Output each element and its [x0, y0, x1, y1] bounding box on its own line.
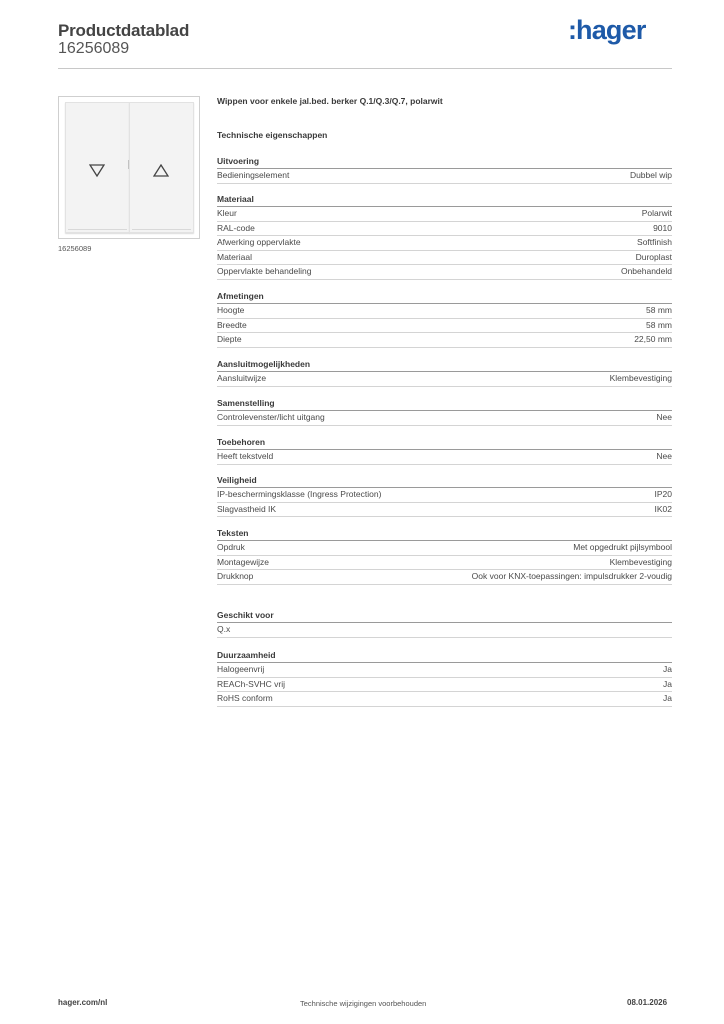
- spec-key: Halogeenvrij: [217, 664, 265, 674]
- arrow-up-icon: [153, 164, 169, 183]
- image-caption: 16256089: [58, 244, 92, 253]
- spec-key: Materiaal: [217, 251, 252, 262]
- spec-value: Duroplast: [635, 251, 672, 262]
- section-title: Teksten: [217, 527, 672, 541]
- spec-key: IP-beschermingsklasse (Ingress Protection): [217, 489, 382, 499]
- spec-row: [217, 236, 672, 251]
- spec-row: [217, 556, 672, 571]
- arrow-down-icon: [89, 164, 105, 183]
- section-veiligheid: [217, 474, 672, 517]
- section-toebehoren: [217, 436, 672, 465]
- spec-row: [217, 570, 672, 585]
- spec-value: Softfinish: [637, 237, 672, 247]
- section-title: Afmetingen: [217, 290, 672, 304]
- spec-value: Dubbel wip: [629, 170, 672, 180]
- product-heading: Wippen voor enkele jal.bed. berker Q.1/Q.3/Q.7, polarwit: [217, 96, 443, 106]
- spec-key: RoHS conform: [217, 693, 273, 703]
- spec-value: Nee: [656, 451, 672, 461]
- footer-date: 08.01.2026: [627, 998, 668, 1007]
- logo-text: hager: [576, 15, 646, 45]
- spec-row: [217, 678, 672, 693]
- spec-key: Heeft tekstveld: [217, 451, 274, 461]
- spec-row: [217, 503, 672, 518]
- spec-value: IP20: [654, 489, 672, 499]
- spec-value: Met opgedrukt pijlsymbool: [573, 542, 672, 552]
- spec-key: Kleur: [217, 208, 237, 218]
- spec-value: IK02: [654, 503, 672, 514]
- header-divider: [58, 68, 672, 69]
- footer-disclaimer: Technische wijzigingen voorbehouden: [300, 999, 427, 1008]
- spec-key: Montagewijze: [217, 556, 269, 567]
- section-title: Veiligheid: [217, 474, 672, 488]
- spec-value: Ja: [663, 664, 672, 674]
- spec-value: 58 mm: [646, 305, 672, 315]
- spec-key: Breedte: [217, 319, 247, 330]
- section-title: Samenstelling: [217, 397, 672, 411]
- spec-key: Hoogte: [217, 305, 245, 315]
- spec-key: Q.x: [217, 624, 231, 634]
- spec-row: [217, 541, 672, 556]
- spec-key: Bedieningselement: [217, 170, 290, 180]
- spec-row: [217, 488, 672, 503]
- spec-row: [217, 333, 672, 348]
- hager-logo: :hager: [568, 15, 646, 45]
- spec-row: [217, 411, 672, 426]
- spec-key: REACh-SVHC vrij: [217, 678, 286, 689]
- spec-key: Slagvastheid IK: [217, 503, 277, 514]
- spec-key: Oppervlakte behandeling: [217, 266, 312, 276]
- rocker-right: [129, 102, 194, 233]
- spec-row: [217, 251, 672, 266]
- section-duurzaamheid: [217, 649, 672, 707]
- product-image: [58, 96, 200, 239]
- spec-key: Aansluitwijze: [217, 373, 267, 383]
- spec-key: Afwerking oppervlakte: [217, 237, 301, 247]
- spec-row: [217, 207, 672, 222]
- document-number: 16256089: [58, 40, 130, 57]
- section-materiaal: [217, 193, 672, 280]
- section-title: Duurzaamheid: [217, 649, 672, 663]
- document-title: Productdatablad: [58, 21, 190, 40]
- spec-value: Ja: [663, 693, 672, 703]
- spec-value: Klembevestiging: [609, 373, 672, 383]
- rocker-left: [65, 102, 130, 233]
- spec-value: 22,50 mm: [634, 334, 672, 344]
- spec-key: Opdruk: [217, 542, 245, 552]
- section-title: Uitvoering: [217, 155, 672, 169]
- technical-properties-heading: Technische eigenschappen: [217, 130, 328, 140]
- spec-row: [217, 450, 672, 465]
- section-title: Geschikt voor: [217, 609, 672, 623]
- spec-key: Controlevenster/licht uitgang: [217, 412, 325, 422]
- spec-row: [217, 265, 672, 280]
- spec-row: [217, 372, 672, 387]
- spec-value: 9010: [653, 222, 672, 233]
- section-title: Materiaal: [217, 193, 672, 207]
- spec-row: [217, 169, 672, 184]
- spec-row: [217, 222, 672, 237]
- rocker-edge: [68, 229, 127, 230]
- spec-value: 58 mm: [646, 319, 672, 330]
- section-title: Aansluitmogelijkheden: [217, 358, 672, 372]
- section-title: Toebehoren: [217, 436, 672, 450]
- spec-value: Polarwit: [641, 208, 672, 218]
- section-uitvoering: [217, 155, 672, 184]
- spec-row: [217, 663, 672, 678]
- spec-value: Ja: [663, 678, 672, 689]
- spec-value: Onbehandeld: [620, 266, 672, 276]
- footer-website-link[interactable]: hager.com/nl: [58, 998, 108, 1007]
- section-aansluitmogelijkheden: [217, 358, 672, 387]
- section-samenstelling: [217, 397, 672, 426]
- spec-value: Nee: [656, 412, 672, 422]
- section-geschikt-voor: [217, 609, 672, 638]
- spec-key: RAL-code: [217, 222, 255, 233]
- rocker-edge: [132, 229, 191, 230]
- spec-row: [217, 304, 672, 319]
- spec-row: [217, 623, 672, 638]
- spec-key: Drukknop: [217, 571, 254, 581]
- spec-row: [217, 692, 672, 707]
- spec-value: Ook voor KNX-toepassingen: impulsdrukker 2-voudig: [471, 571, 672, 581]
- spec-value: Klembevestiging: [609, 556, 672, 567]
- spec-key: Diepte: [217, 334, 242, 344]
- section-teksten: [217, 527, 672, 585]
- spec-row: [217, 319, 672, 334]
- section-afmetingen: [217, 290, 672, 348]
